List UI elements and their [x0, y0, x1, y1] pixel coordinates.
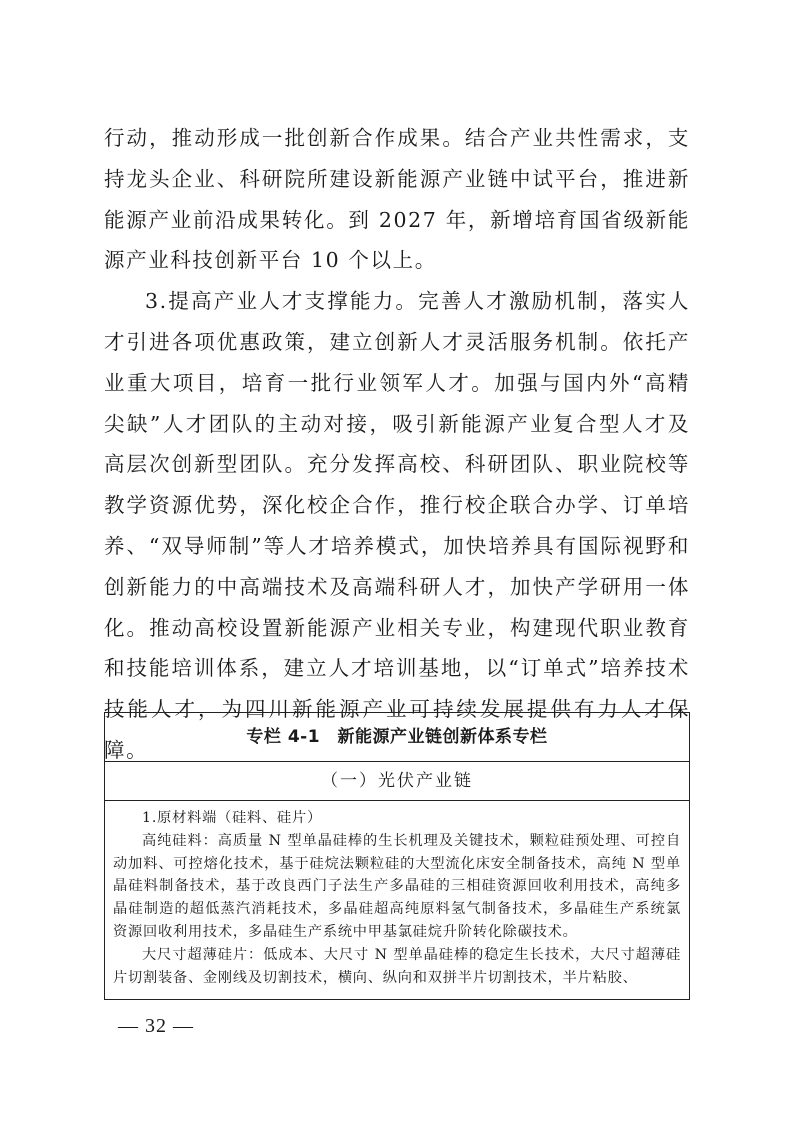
paragraph-innovation-platforms: 行动，推动形成一批创新合作成果。结合产业共性需求，支持龙头企业、科研院所建设新能源产业链中试平台，推进新能源产业前沿成果转化。到 2027 年，新增培育国省级新能源产业科技创新平台 10 个以上。	[104, 126, 690, 273]
box-section-heading: 1.原材料端（硅料、硅片）	[142, 810, 322, 826]
box-subtitle: （一）光伏产业链	[105, 762, 689, 801]
body-text	[104, 118, 690, 771]
box-content	[105, 801, 689, 989]
box-paragraph-large-wafer: 大尺寸超薄硅片：低成本、大尺寸 N 型单晶硅棒的稳定生长技术，大尺寸超薄硅片切割装备、金刚线及切割技术，横向、纵向和双拼半片切割技术，半片粘胶、	[113, 946, 681, 986]
box-title: 专栏 4-1 新能源产业链创新体系专栏	[105, 713, 689, 762]
special-column-box	[104, 712, 690, 1000]
box-paragraph-high-purity-silicon: 高纯硅料：高质量 N 型单晶硅棒的生长机理及关键技术，颗粒硅预处理、可控自动加料、可控熔化技术，基于硅烷法颗粒硅的大型流化床安全制备技术，高纯 N 型单晶硅料制备技术，基于改良西门子法生产多晶硅的三相硅资源回收利用技术，高纯多晶硅制造的超低蒸汽消耗技术，多晶硅超高纯原料氢气制备技术，多晶硅生产系统氯资源回收利用技术，多晶硅生产系统中甲基氯硅烷升阶转化除碳技术。	[113, 832, 681, 940]
page-number: — 32 —	[118, 1015, 194, 1037]
paragraph-talent-support: 3.提高产业人才支撑能力。完善人才激励机制，落实人才引进各项优惠政策，建立创新人才灵活服务机制。依托产业重大项目，培育一批行业领军人才。加强与国内外“高精尖缺”人才团队的主动对接，吸引新能源产业复合型人才及高层次创新型团队。充分发挥高校、科研团队、职业院校等教学资源优势，深化校企合作，推行校企联合办学、订单培养、“双导师制”等人才培养模式，加快培养具有国际视野和创新能力的中高端技术及高端科研人才，加快产学研用一体化。推动高校设置新能源产业相关专业，构建现代职业教育和技能培训体系，建立人才培训基地，以“订单式”培养技术技能人才，为四川新能源产业可持续发展提供有力人才保障。	[104, 289, 690, 762]
